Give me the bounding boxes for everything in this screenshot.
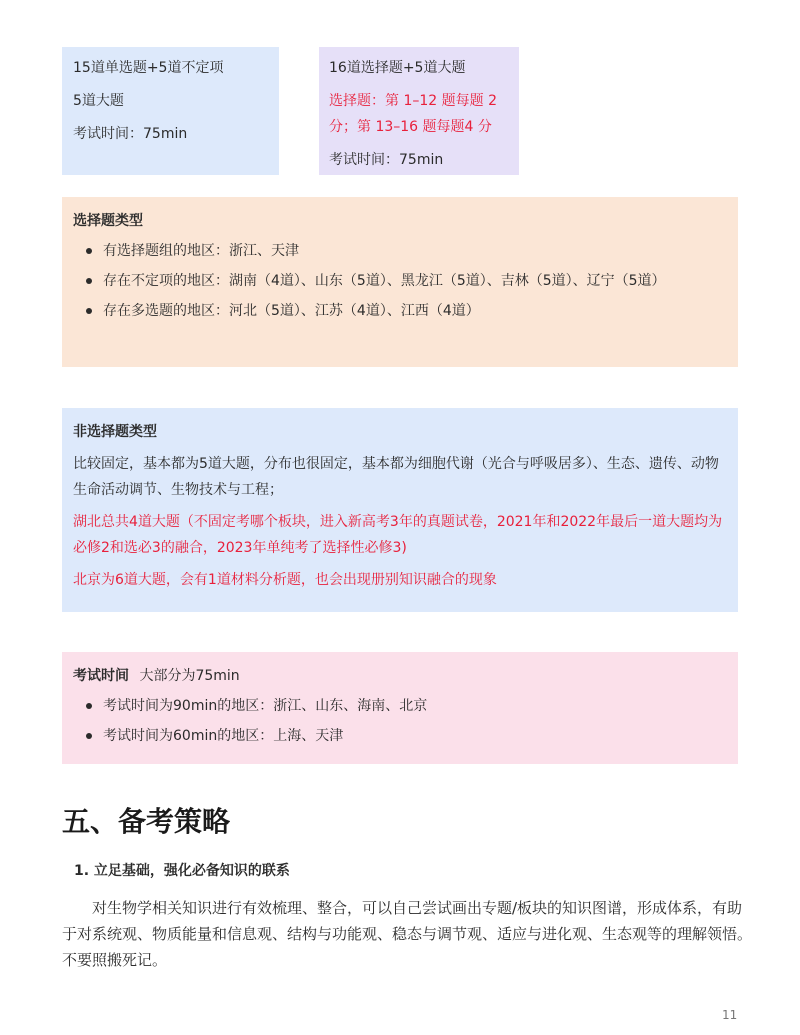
exam-time-value: 大部分为75min	[139, 668, 240, 684]
list-item: 考试时间为60min的地区：上海、天津	[73, 723, 726, 749]
choice-types-heading: 选择题类型	[73, 213, 143, 229]
section-paragraph: 对生物学相关知识进行有效梳理、整合，可以自己尝试画出专题/板块的知识图谱，形成体系，有助于对系统观、物质能量和信息观、结构与功能观、稳态与调节观、适应与进化观、生态观等的理解领悟。不要照搬死记。	[62, 899, 753, 969]
page-number: 11	[722, 1008, 738, 1022]
exam-format-card-right	[319, 47, 519, 175]
big-question-count: 5道大题	[73, 93, 124, 109]
exam-time-label: 考试时间	[73, 668, 129, 684]
score-rule-line-1: 选择题：第 1–12 题每题 2	[329, 93, 497, 109]
exam-time-callout	[62, 652, 738, 764]
score-rule-line-2: 分；第 13–16 题每题4 分	[329, 119, 492, 135]
non-choice-types-callout	[62, 408, 738, 612]
question-count: 15道单选题+5道不定项	[73, 60, 224, 76]
non-choice-paragraph-1: 比较固定，基本都为5道大题，分布也很固定，基本都为细胞代谢（光合与呼吸居多）、生态、遗传、动物生命活动调节、生物技术与工程；	[73, 456, 719, 498]
section-title: 五、备考策略	[62, 805, 231, 838]
exam-duration: 考试时间：75min	[73, 126, 188, 142]
non-choice-paragraph-2: 湖北总共4道大题（不固定考哪个板块，进入新高考3年的真题试卷，2021年和2022年最后一道大题均为必修2和选必3的融合，2023年单纯考了选择性必修3)	[73, 514, 723, 556]
list-item: 有选择题组的地区：浙江、天津	[73, 238, 726, 264]
exam-duration: 考试时间：75min	[329, 152, 444, 168]
non-choice-paragraph-3: 北京为6道大题，会有1道材料分析题，也会出现册别知识融合的现象	[73, 572, 497, 588]
list-item: 存在不定项的地区：湖南（4道）、山东（5道）、黑龙江（5道）、吉林（5道）、辽宁（5道）	[73, 268, 726, 294]
list-item: 考试时间为90min的地区：浙江、山东、海南、北京	[73, 693, 726, 719]
exam-time-list	[73, 693, 726, 749]
exam-format-card-left	[62, 47, 279, 175]
question-count: 16道选择题+5道大题	[329, 60, 466, 76]
exam-time-summary	[73, 663, 726, 689]
choice-types-callout	[62, 197, 738, 367]
section-subtitle: 1. 立足基础，强化必备知识的联系	[74, 863, 290, 879]
choice-types-list	[73, 238, 726, 324]
non-choice-types-heading: 非选择题类型	[73, 424, 157, 440]
list-item: 存在多选题的地区：河北（5道）、江苏（4道）、江西（4道）	[73, 298, 726, 324]
